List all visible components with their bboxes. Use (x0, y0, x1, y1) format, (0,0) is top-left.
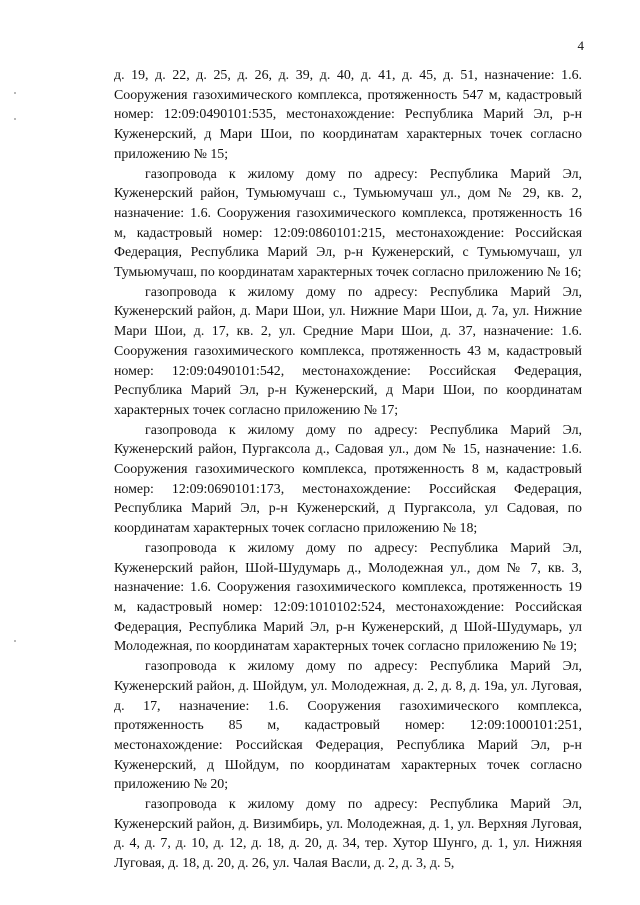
page-number: 4 (577, 38, 584, 53)
scan-mark (14, 640, 16, 642)
paragraph: газопровода к жилому дому по адресу: Республика Марий Эл, Куженерский район, д. Визимбирь, ул. Молодежная, д. 1, ул. Верхняя Луговая, д. 4, д. 7, д. 10, д. 12, д. 18, д. 20, д. 34, тер. Хутор Шунго, д. 1, ул. Нижняя Луговая, д. 18, д. 20, д. 26, ул. Чалая Васли, д. 2, д. 3, д. 5, (114, 797, 582, 872)
paragraph: газопровода к жилому дому по адресу: Республика Марий Эл, Куженерский район, Пургаксола д., Садовая ул., дом № 15, назначение: 1.6. Сооружения газохимического комплекса, протяженность 8 м, кадастровый номер: 12:09:0690101:173, местонахождение: Российская Федерация, Республика Марий Эл, р-н Куженерский, д Пургаксола, ул Садовая, по координатам характерных точек согласно приложению № 18; (114, 422, 582, 537)
scan-mark (14, 118, 16, 120)
paragraph: газопровода к жилому дому по адресу: Республика Марий Эл, Куженерский район, Тумьюмучаш с., Тумьюмучаш ул., дом № 29, кв. 2, назначение: 1.6. Сооружения газохимического комплекса, протяженность 16 м, кадастровый номер: 12:09:0860101:215, местонахождение: Российская Федерация, Республика Марий Эл, р-н Куженерский, с Тумьюмучаш, ул Тумьюмучаш, по координатам характерных точек согласно приложению № 16; (114, 166, 582, 281)
paragraph: газопровода к жилому дому по адресу: Республика Марий Эл, Куженерский район, д. Шойдум, ул. Молодежная, д. 2, д. 8, д. 19а, ул. Луговая, д. 17, назначение: 1.6. Сооружения газохимического комплекса, протяженность 85 м, кадастровый номер: 12:09:1000101:251, местонахождение: Российская Федерация, Республика Марий Эл, р-н Куженерский, д Шойдум, по координатам характерных точек согласно приложению № 20; (114, 659, 582, 793)
scan-mark (14, 92, 16, 94)
paragraph: газопровода к жилому дому по адресу: Республика Марий Эл, Куженерский район, Шой-Шудумарь д., Молодежная ул., дом № 7, кв. 3, назначение: 1.6. Сооружения газохимического комплекса, протяженность 19 м, кадастровый номер: 12:09:1010102:524, местонахождение: Российская Федерация, Республика Марий Эл, р-н Куженерский, д Шой-Шудумарь, ул Молодежная, по координатам характерных точек согласно приложению № 19; (114, 540, 582, 655)
document-body (114, 66, 582, 874)
paragraph: д. 19, д. 22, д. 25, д. 26, д. 39, д. 40, д. 41, д. 45, д. 51, назначение: 1.6. Сооружения газохимического комплекса, протяженность 547 м, кадастровый номер: 12:09:0490101:535, местонахождение: Республика Марий Эл, р-н Куженерский, д Мари Шои, по координатам характерных точек согласно приложению № 15; (114, 68, 582, 162)
paragraph: газопровода к жилому дому по адресу: Республика Марий Эл, Куженерский район, д. Мари Шои, ул. Нижние Мари Шои, д. 7а, ул. Нижние Мари Шои, д. 17, кв. 2, ул. Средние Мари Шои, д. 37, назначение: 1.6. Сооружения газохимического комплекса, протяженность 43 м, кадастровый номер: 12:09:0490101:542, местонахождение: Российская Федерация, Республика Марий Эл, р-н Куженерский, д Мари Шои, по координатам характерных точек согласно приложению № 17; (114, 284, 582, 418)
